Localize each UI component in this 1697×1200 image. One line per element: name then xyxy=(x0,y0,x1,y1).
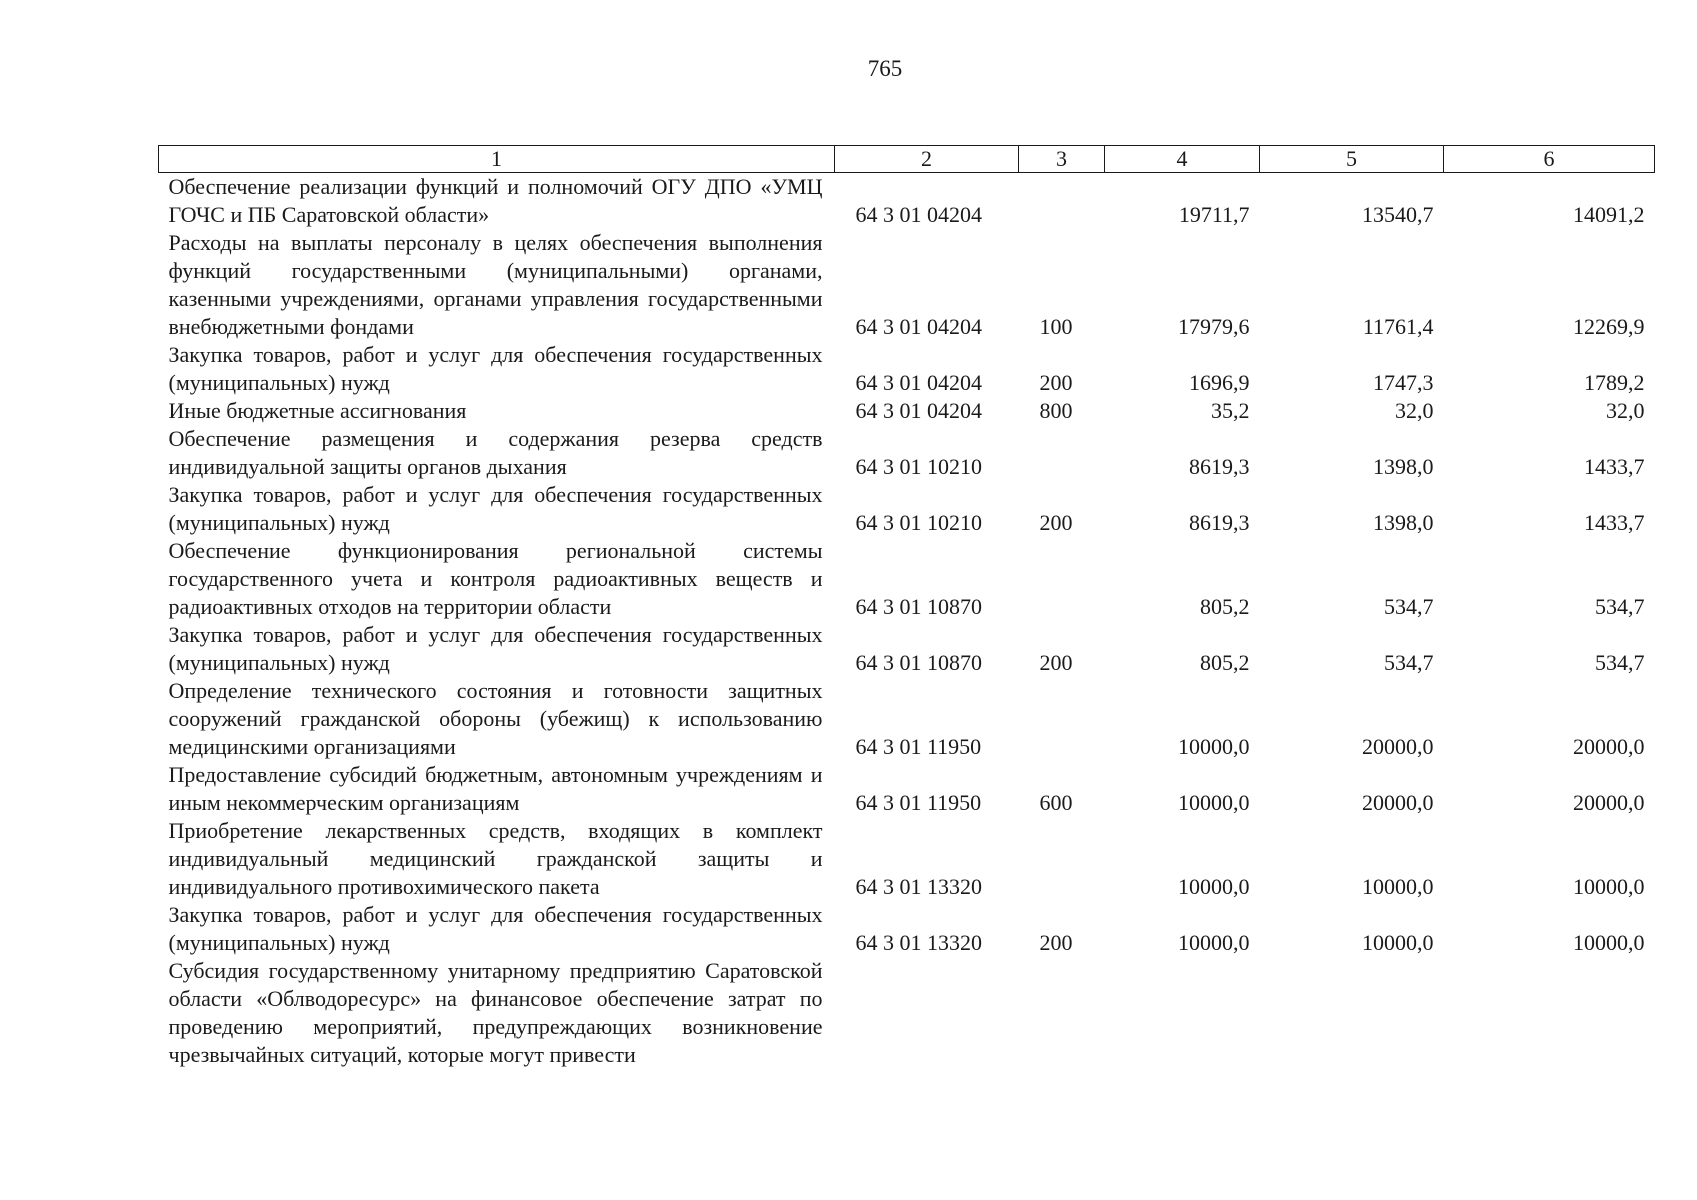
row-amount-2: 10000,0 xyxy=(1362,874,1434,899)
row-code: 64 3 01 04204 xyxy=(855,202,982,227)
row-description: Иные бюджетные ассигнования xyxy=(168,398,467,423)
row-amount-1: 17979,6 xyxy=(1178,314,1250,339)
row-expense-type: 200 xyxy=(1039,510,1073,535)
row-description: Приобретение лекарственных средств, входящих в комплект индивидуальный медицинский гражданской защиты и индивидуального противохимического пакета xyxy=(168,818,823,899)
row-expense-type: 800 xyxy=(1039,398,1073,423)
row-code: 64 3 01 11950 xyxy=(855,790,982,815)
row-amount-1: 8619,3 xyxy=(1189,510,1250,535)
row-amount-2: 20000,0 xyxy=(1362,734,1434,759)
column-header-description: 1 xyxy=(159,146,835,173)
table-body xyxy=(159,173,1655,1070)
row-description: Закупка товаров, работ и услуг для обеспечения государственных (муниципальных) нужд xyxy=(168,342,823,395)
row-code: 64 3 01 10870 xyxy=(855,594,982,619)
row-expense-type xyxy=(1019,957,1105,1069)
row-amount-2: 20000,0 xyxy=(1362,790,1434,815)
row-amount-2: 13540,7 xyxy=(1362,202,1434,227)
row-amount-3: 10000,0 xyxy=(1573,930,1645,955)
row-expense-type: 600 xyxy=(1039,790,1073,815)
table-row xyxy=(159,677,1655,761)
row-amount-1 xyxy=(1105,957,1260,1069)
row-code: 64 3 01 10210 xyxy=(855,510,982,535)
row-description: Расходы на выплаты персоналу в целях обеспечения выполнения функций государственными (муниципальными) органами, казенными учреждениями, органами управления государственными внебюджетными фондами xyxy=(168,230,823,339)
table-row xyxy=(159,537,1655,621)
row-description: Закупка товаров, работ и услуг для обеспечения государственных (муниципальных) нужд xyxy=(168,902,823,955)
column-header-amount-2: 5 xyxy=(1260,146,1444,173)
row-code: 64 3 01 10210 xyxy=(855,454,982,479)
row-amount-3: 1433,7 xyxy=(1584,510,1645,535)
row-amount-1: 35,2 xyxy=(1211,398,1250,423)
page-number: 765 xyxy=(867,56,903,81)
row-amount-1: 805,2 xyxy=(1200,594,1250,619)
row-expense-type xyxy=(1019,173,1105,230)
row-code: 64 3 01 04204 xyxy=(855,370,982,395)
row-description: Закупка товаров, работ и услуг для обеспечения государственных (муниципальных) нужд xyxy=(168,482,823,535)
row-amount-2 xyxy=(1260,957,1444,1069)
row-expense-type: 200 xyxy=(1039,370,1073,395)
row-expense-type xyxy=(1019,425,1105,481)
column-number-header-row xyxy=(159,146,1655,173)
table-row xyxy=(159,481,1655,537)
table-row xyxy=(159,621,1655,677)
row-amount-3: 1789,2 xyxy=(1584,370,1645,395)
table-row xyxy=(159,761,1655,817)
budget-table xyxy=(158,145,1655,1069)
row-amount-2: 1398,0 xyxy=(1373,454,1434,479)
row-amount-3: 32,0 xyxy=(1606,398,1645,423)
table-row xyxy=(159,229,1655,341)
row-amount-1: 10000,0 xyxy=(1178,930,1250,955)
row-description: Обеспечение реализации функций и полномочий ОГУ ДПО «УМЦ ГОЧС и ПБ Саратовской области» xyxy=(168,174,823,227)
row-amount-3: 20000,0 xyxy=(1573,790,1645,815)
table-row xyxy=(159,425,1655,481)
table-row xyxy=(159,173,1655,230)
column-header-expense-type: 3 xyxy=(1019,146,1105,173)
row-amount-3: 20000,0 xyxy=(1573,734,1645,759)
column-header-amount-3: 6 xyxy=(1444,146,1655,173)
row-expense-type: 100 xyxy=(1039,314,1073,339)
row-amount-1: 1696,9 xyxy=(1189,370,1250,395)
row-description: Определение технического состояния и готовности защитных сооружений гражданской обороны (убежищ) к использованию медицинскими организациями xyxy=(168,678,823,759)
column-header-amount-1: 4 xyxy=(1105,146,1260,173)
row-description: Субсидия государственному унитарному предприятию Саратовской области «Облводоресурс» на финансовое обеспечение затрат по проведению мероприятий, предупреждающих возникновение чрезвычайных ситуаций, которые могут привести xyxy=(168,958,823,1067)
row-amount-3: 1433,7 xyxy=(1584,454,1645,479)
row-amount-1: 10000,0 xyxy=(1178,734,1250,759)
row-description: Обеспечение функционирования региональной системы государственного учета и контроля радиоактивных веществ и радиоактивных отходов на территории области xyxy=(168,538,823,619)
row-code: 64 3 01 13320 xyxy=(855,874,982,899)
row-amount-2: 1398,0 xyxy=(1373,510,1434,535)
row-code: 64 3 01 11950 xyxy=(855,734,982,759)
row-amount-2: 10000,0 xyxy=(1362,930,1434,955)
row-code: 64 3 01 04204 xyxy=(855,398,982,423)
row-amount-3: 10000,0 xyxy=(1573,874,1645,899)
row-amount-2: 32,0 xyxy=(1395,398,1434,423)
column-header-code: 2 xyxy=(835,146,1019,173)
table-row xyxy=(159,341,1655,397)
row-expense-type xyxy=(1019,677,1105,761)
row-amount-2: 11761,4 xyxy=(1362,314,1434,339)
row-amount-3: 534,7 xyxy=(1595,594,1645,619)
row-amount-2: 1747,3 xyxy=(1373,370,1434,395)
row-amount-1: 10000,0 xyxy=(1178,874,1250,899)
row-description: Предоставление субсидий бюджетным, автономным учреждениям и иным некоммерческим организациям xyxy=(168,762,823,815)
table-row xyxy=(159,957,1655,1069)
row-amount-1: 19711,7 xyxy=(1178,202,1250,227)
row-code: 64 3 01 04204 xyxy=(855,314,982,339)
row-code: 64 3 01 13320 xyxy=(855,930,982,955)
row-description: Обеспечение размещения и содержания резерва средств индивидуальной защиты органов дыхания xyxy=(168,426,823,479)
row-amount-1: 8619,3 xyxy=(1189,454,1250,479)
row-expense-type: 200 xyxy=(1039,650,1073,675)
row-description: Закупка товаров, работ и услуг для обеспечения государственных (муниципальных) нужд xyxy=(168,622,823,675)
row-amount-3: 12269,9 xyxy=(1573,314,1645,339)
row-expense-type: 200 xyxy=(1039,930,1073,955)
row-amount-3: 14091,2 xyxy=(1573,202,1645,227)
row-code xyxy=(835,957,1019,1069)
row-amount-1: 10000,0 xyxy=(1178,790,1250,815)
row-amount-2: 534,7 xyxy=(1384,594,1434,619)
row-code: 64 3 01 10870 xyxy=(855,650,982,675)
table-row xyxy=(159,397,1655,425)
table-row xyxy=(159,901,1655,957)
row-amount-3 xyxy=(1444,957,1655,1069)
row-amount-1: 805,2 xyxy=(1200,650,1250,675)
row-expense-type xyxy=(1019,537,1105,621)
table-row xyxy=(159,817,1655,901)
row-amount-2: 534,7 xyxy=(1384,650,1434,675)
row-expense-type xyxy=(1019,817,1105,901)
row-amount-3: 534,7 xyxy=(1595,650,1645,675)
